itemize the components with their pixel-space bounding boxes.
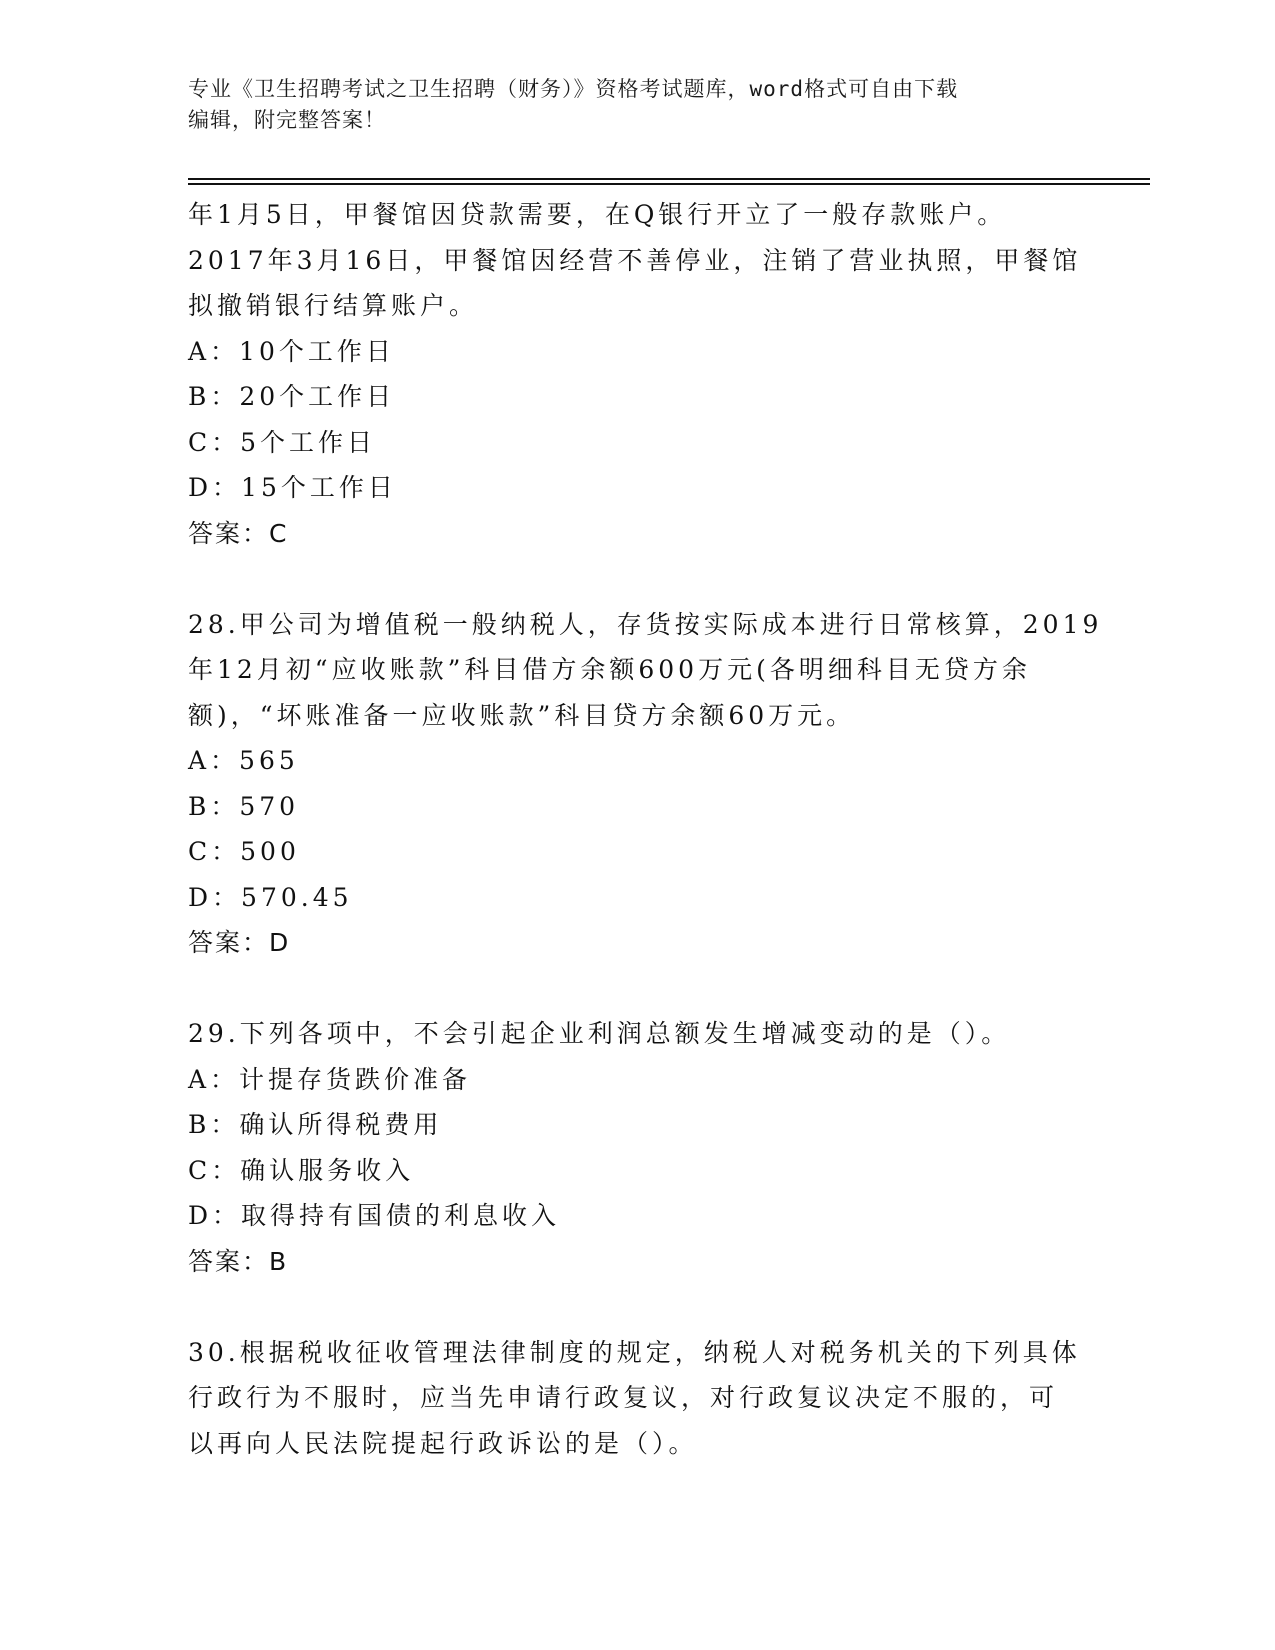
option-d: D：570.45 bbox=[188, 882, 353, 912]
spacer bbox=[188, 556, 1088, 602]
document-header bbox=[188, 74, 1068, 136]
question-stem-line: 额)，“坏账准备一应收账款”科目贷方余额60万元。 bbox=[188, 700, 856, 730]
spacer bbox=[188, 966, 1088, 1012]
option-b: B：570 bbox=[188, 791, 300, 821]
question-stem-line: 30.根据税收征收管理法律制度的规定，纳税人对税务机关的下列具体 bbox=[188, 1337, 1081, 1367]
option-c: C：500 bbox=[188, 837, 300, 866]
option-c: C：5个工作日 bbox=[188, 427, 377, 457]
header-divider-top bbox=[188, 178, 1150, 180]
question-stem-line: 行政行为不服时，应当先申请行政复议，对行政复议决定不服的，可 bbox=[188, 1383, 1059, 1412]
question-continued bbox=[188, 192, 1088, 556]
answer-line: 答案：C bbox=[188, 518, 289, 548]
header-divider-bottom bbox=[188, 183, 1150, 185]
option-d: D：取得持有国债的利息收入 bbox=[188, 1201, 561, 1230]
question-stem-line: 以再向人民法院提起行政诉讼的是（）。 bbox=[188, 1428, 698, 1458]
question-stem-line: 28.甲公司为增值税一般纳税人，存货按实际成本进行日常核算，2019 bbox=[188, 609, 1103, 639]
question-stem-line: 29.下列各项中，不会引起企业利润总额发生增减变动的是（）。 bbox=[188, 1019, 1011, 1048]
option-a: A：计提存货跌价准备 bbox=[188, 1064, 472, 1094]
option-b: B：确认所得税费用 bbox=[188, 1110, 443, 1139]
option-a: A：10个工作日 bbox=[188, 336, 395, 366]
option-a: A：565 bbox=[188, 746, 299, 775]
answer-line: 答案：D bbox=[188, 928, 291, 957]
spacer bbox=[188, 1284, 1088, 1330]
question-30 bbox=[188, 1330, 1088, 1467]
page-content bbox=[188, 192, 1103, 1466]
question-29 bbox=[188, 1011, 1088, 1284]
option-d: D：15个工作日 bbox=[188, 473, 397, 502]
question-28 bbox=[188, 602, 1103, 966]
header-line-2: 编辑，附完整答案！ bbox=[188, 108, 386, 132]
option-c: C：确认服务收入 bbox=[188, 1155, 415, 1185]
question-stem-line: 年1月5日，甲餐馆因贷款需要，在Q银行开立了一般存款账户。 bbox=[188, 200, 1007, 229]
question-stem-line: 年12月初“应收账款”科目借方余额600万元(各明细科目无贷方余 bbox=[188, 655, 1031, 684]
answer-line: 答案：B bbox=[188, 1246, 289, 1276]
option-b: B：20个工作日 bbox=[188, 382, 396, 411]
question-stem-line: 拟撤销银行结算账户。 bbox=[188, 291, 479, 320]
question-stem-line: 2017年3月16日，甲餐馆因经营不善停业，注销了营业执照，甲餐馆 bbox=[188, 245, 1082, 275]
header-line-1: 专业《卫生招聘考试之卫生招聘（财务）》资格考试题库，word格式可自由下载 bbox=[188, 77, 959, 101]
